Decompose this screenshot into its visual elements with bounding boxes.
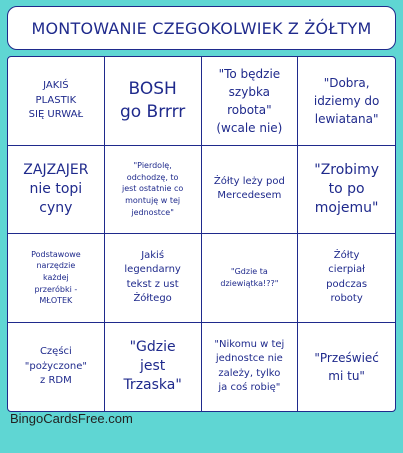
bingo-cell-text: Części "pożyczone" z RDM	[24, 346, 87, 386]
bingo-cell-text: Jakiś legendarny tekst z ust Żółtego	[124, 249, 181, 305]
bingo-cell-text: "To będzie szybka robota" (wcale nie)	[216, 66, 283, 135]
bingo-cell-text: "Gdzie jest Trzaska"	[123, 339, 182, 394]
card-title-box	[7, 6, 396, 50]
bingo-cell-r1c2[interactable]	[105, 57, 202, 146]
bingo-cell-r4c2[interactable]	[105, 323, 202, 412]
bingo-cell-text: "Nikomu w tej jednostce nie zależy, tylko ja coś robię"	[214, 338, 285, 394]
bingo-cell-r4c4[interactable]	[298, 323, 395, 412]
bingo-cell-r2c4[interactable]	[298, 146, 395, 235]
bingo-cell-r3c2[interactable]	[105, 234, 202, 323]
bingo-cell-r1c3[interactable]	[202, 57, 299, 146]
bingo-cell-r2c2[interactable]	[105, 146, 202, 235]
bingo-cell-text: "Dobra, idziemy do lewiatana"	[313, 75, 380, 126]
bingo-cell-r1c1[interactable]	[8, 57, 105, 146]
bingo-cell-text: ZAJZAJER nie topi cyny	[23, 161, 89, 216]
bingo-cell-text: Żółty leży pod Mercedesem	[213, 175, 285, 202]
bingo-cell-text: Żółty cierpiał podczas roboty	[326, 249, 368, 305]
bingo-cell-text: "Prześwieć mi tu"	[314, 350, 379, 383]
bingo-cell-text: Podstawowe narzędzie każdej przeróbki - MŁOTEK	[31, 249, 81, 306]
bingo-card	[7, 56, 396, 412]
site-credit: BingoCardsFree.com	[10, 411, 133, 426]
card-title: MONTOWANIE CZEGOKOLWIEK Z ŻÓŁTYM	[31, 18, 372, 38]
bingo-cell-r2c1[interactable]	[8, 146, 105, 235]
bingo-cell-r4c3[interactable]	[202, 323, 299, 412]
bingo-cell-r1c4[interactable]	[298, 57, 395, 146]
bingo-cell-text: BOSH go Brrrr	[119, 78, 186, 122]
bingo-grid	[8, 57, 395, 411]
bingo-cell-text: "Zrobimy to po mojemu"	[314, 161, 379, 216]
bingo-cell-text: "Gdzie ta dziewiątka!??"	[220, 267, 279, 288]
bingo-cell-text: JAKIŚ PLASTIK SIĘ URWAŁ	[28, 80, 84, 120]
bingo-cell-r2c3[interactable]	[202, 146, 299, 235]
bingo-cell-text: "Pierdolę, odchodzę, to jest ostatnie co montuję w tej jednostce"	[121, 161, 184, 217]
bingo-cell-r3c1[interactable]	[8, 234, 105, 323]
bingo-cell-r3c4[interactable]	[298, 234, 395, 323]
bingo-cell-r3c3[interactable]	[202, 234, 299, 323]
bingo-cell-r4c1[interactable]	[8, 323, 105, 412]
